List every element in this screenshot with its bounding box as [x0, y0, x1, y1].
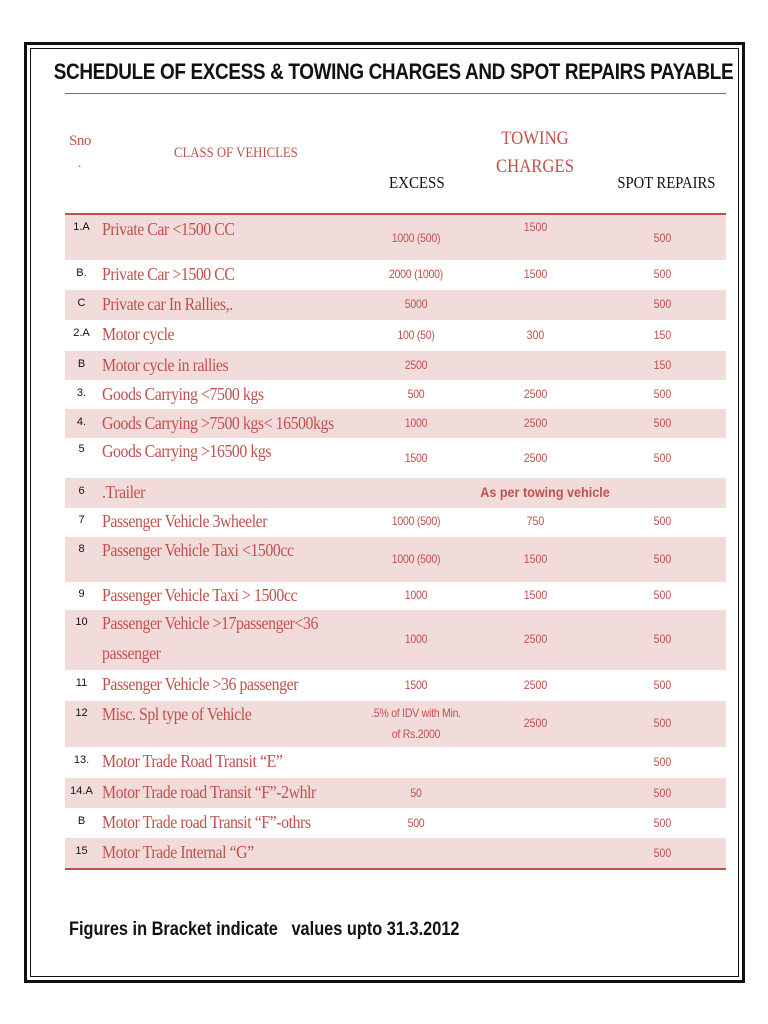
- row-spot: 500: [653, 552, 672, 566]
- row-sno: 7: [78, 514, 85, 526]
- row-class: Passenger Vehicle Taxi > 1500cc: [102, 585, 298, 605]
- row-class: Motor Trade Internal “G”: [102, 842, 254, 862]
- row-spot: 500: [653, 632, 672, 646]
- row-excess: 1500: [404, 451, 428, 465]
- table-row: [65, 290, 726, 320]
- row-sno: 14.A: [70, 785, 93, 797]
- row-towing: 1500: [523, 267, 548, 281]
- row-class-line2: passenger: [102, 643, 161, 663]
- row-excess: 1000 (500): [391, 514, 441, 528]
- row-towing: 2500: [523, 387, 548, 401]
- row-towing: 1500: [523, 588, 548, 602]
- row-class: Motor Trade Road Transit “E”: [102, 751, 283, 771]
- row-spot: 500: [653, 267, 672, 281]
- row-spot: 500: [653, 678, 672, 692]
- row-sno: C: [77, 297, 86, 309]
- row-excess: 1000: [404, 632, 428, 646]
- table-row: [65, 351, 726, 380]
- row-note: As per towing vehicle: [480, 484, 610, 500]
- table-row: [65, 610, 726, 670]
- header-spot-repairs: SPOT REPAIRS: [617, 173, 716, 192]
- row-class: Motor Trade road Transit “F”-othrs: [102, 812, 311, 832]
- row-sno: 2.A: [73, 327, 90, 339]
- row-sno: 13.: [73, 754, 90, 766]
- row-class: Motor cycle in rallies: [102, 355, 229, 375]
- row-spot: 500: [653, 416, 672, 430]
- table-row: [65, 508, 726, 537]
- row-spot: 500: [653, 231, 672, 245]
- row-towing: 2500: [523, 416, 548, 430]
- row-spot: 500: [653, 451, 672, 465]
- header-towing-line2: CHARGES: [495, 156, 575, 177]
- header-excess: EXCESS: [389, 173, 445, 192]
- row-spot: 500: [653, 387, 672, 401]
- header-sno-dot: .: [78, 155, 82, 170]
- row-towing: 300: [526, 328, 545, 342]
- row-sno: 4.: [76, 416, 87, 428]
- row-spot: 500: [653, 846, 672, 860]
- row-excess: 1000 (500): [391, 552, 441, 566]
- row-excess: 50: [410, 786, 422, 800]
- table-row: [65, 582, 726, 610]
- table-row: [65, 747, 726, 778]
- table-row: [65, 215, 726, 260]
- footnote: Figures in Bracket indicate values upto 31.3.2012: [69, 919, 460, 940]
- row-towing: 2500: [523, 451, 548, 465]
- row-spot: 500: [653, 588, 672, 602]
- row-excess: 1000: [404, 416, 428, 430]
- row-class: Passenger Vehicle 3wheeler: [102, 511, 268, 531]
- row-towing: 1500: [523, 552, 548, 566]
- row-sno: B.: [76, 267, 87, 279]
- row-spot: 500: [653, 514, 672, 528]
- header-sno: [69, 133, 91, 150]
- row-sno: 6: [78, 485, 85, 497]
- table-row: [65, 320, 726, 351]
- row-spot: 150: [653, 358, 672, 372]
- row-sno: 10: [75, 616, 88, 628]
- row-towing: 2500: [523, 716, 548, 730]
- row-excess: 500: [407, 387, 425, 401]
- row-sno: B: [77, 815, 86, 827]
- title-divider: [65, 93, 726, 94]
- row-towing: 750: [526, 514, 545, 528]
- row-class: .Trailer: [102, 482, 145, 502]
- page-title: SCHEDULE OF EXCESS & TOWING CHARGES AND SPOT REPAIRS PAYABLE: [53, 59, 734, 84]
- table-row: [65, 701, 726, 747]
- row-spot: 500: [653, 786, 672, 800]
- row-excess: 2500: [404, 358, 428, 372]
- row-class: Private Car <1500 CC: [102, 219, 235, 239]
- table-row: [65, 409, 726, 438]
- row-class: Private car In Rallies,.: [102, 294, 233, 314]
- row-class: Goods Carrying <7500 kgs: [102, 384, 264, 404]
- table-row: [65, 438, 726, 478]
- row-sno: 1.A: [73, 221, 90, 233]
- row-excess: 1000 (500): [391, 231, 441, 245]
- row-sno: B: [77, 358, 86, 370]
- table-bottom-rule: [65, 868, 726, 870]
- header-class: CLASS OF VEHICLES: [174, 145, 298, 161]
- row-class: Passenger Vehicle >36 passenger: [102, 674, 299, 694]
- table-row: [65, 778, 726, 808]
- header-sno-top: Sno: [69, 133, 91, 149]
- row-excess-line1: .5% of IDV with Min.: [371, 706, 461, 720]
- row-excess: 100 (50): [397, 328, 435, 342]
- row-excess: 1500: [404, 678, 428, 692]
- table-row: [65, 478, 726, 508]
- row-excess-line2: of Rs.2000: [391, 727, 441, 741]
- row-class: Misc. Spl type of Vehicle: [102, 704, 252, 724]
- row-excess: 5000: [404, 297, 428, 311]
- header-towing-line1: TOWING: [501, 128, 569, 149]
- row-spot: 150: [653, 328, 672, 342]
- row-excess: 500: [407, 816, 425, 830]
- table-row: [65, 380, 726, 409]
- table-row: [65, 537, 726, 582]
- row-sno: 8: [78, 543, 85, 555]
- table-row: [65, 670, 726, 701]
- row-excess: 1000: [404, 588, 428, 602]
- table-row: [65, 838, 726, 868]
- row-spot: 500: [653, 297, 672, 311]
- row-excess: 2000 (1000): [388, 267, 444, 281]
- row-class: Goods Carrying >16500 kgs: [102, 441, 272, 461]
- row-sno: 15: [75, 845, 88, 857]
- row-class-line1: Passenger Vehicle >17passenger<36: [102, 613, 318, 633]
- row-sno: 3.: [76, 387, 87, 399]
- row-spot: 500: [653, 716, 672, 730]
- table-row: [65, 260, 726, 290]
- row-class: Motor Trade road Transit “F”-2whlr: [102, 782, 316, 802]
- row-towing: 2500: [523, 632, 548, 646]
- row-class: Goods Carrying >7500 kgs< 16500kgs: [102, 413, 334, 433]
- row-sno: 9: [78, 588, 85, 600]
- row-sno: 5: [78, 443, 85, 455]
- row-towing: 1500: [523, 220, 548, 234]
- row-spot: 500: [653, 755, 672, 769]
- row-spot: 500: [653, 816, 672, 830]
- row-sno: 12: [75, 707, 88, 719]
- table-row: [65, 808, 726, 838]
- row-sno: 11: [75, 677, 88, 689]
- row-towing: 2500: [523, 678, 548, 692]
- row-class: Motor cycle: [102, 324, 175, 344]
- row-class: Passenger Vehicle Taxi <1500cc: [102, 540, 294, 560]
- row-class: Private Car >1500 CC: [102, 264, 235, 284]
